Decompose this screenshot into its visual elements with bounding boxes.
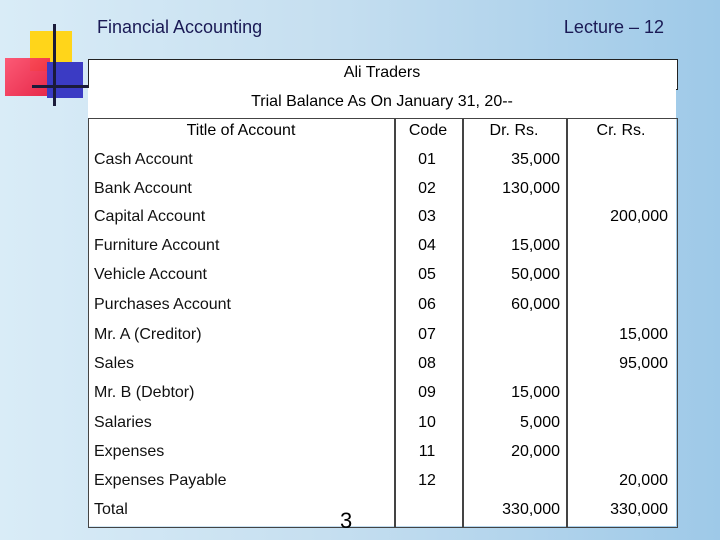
row-dr: 20,000 [511,443,560,460]
row-account: Furniture Account [94,237,220,254]
row-account: Mr. B (Debtor) [94,384,195,401]
row-dr: 130,000 [502,180,560,197]
row-account: Sales [94,355,135,372]
total-label: Total [94,501,128,518]
row-cr: 200,000 [610,208,668,225]
row-code: 02 [418,180,436,197]
row-code: 04 [418,237,436,254]
row-account: Purchases Account [94,296,231,313]
column-header-code: Code [408,122,448,139]
row-cr: 15,000 [619,326,668,343]
logo-vertical-bar [53,24,56,106]
logo-horizontal-bar [32,85,96,88]
logo-red-square [5,58,50,96]
column-header-cr: Cr. Rs. [596,122,646,139]
row-account: Salaries [94,414,152,431]
row-code: 01 [418,151,436,168]
row-dr: 35,000 [511,151,560,168]
row-dr: 60,000 [511,296,560,313]
row-account: Mr. A (Creditor) [94,326,202,343]
cr-column-outline [566,118,678,528]
course-title: Financial Accounting [97,17,263,37]
total-cr: 330,000 [610,501,668,518]
row-code: 05 [418,266,436,283]
row-cr: 95,000 [619,355,668,372]
company-name: Ali Traders [343,64,421,81]
row-code: 07 [418,326,436,343]
row-account: Vehicle Account [94,266,207,283]
row-account: Cash Account [94,151,193,168]
row-dr: 15,000 [511,384,560,401]
row-code: 06 [418,296,436,313]
row-account: Capital Account [94,208,206,225]
row-dr: 15,000 [511,237,560,254]
row-account: Expenses [94,443,165,460]
row-code: 11 [418,443,436,460]
lecture-number: Lecture – 12 [563,17,664,37]
row-code: 09 [418,384,436,401]
column-header-dr: Dr. Rs. [489,122,539,139]
row-cr: 20,000 [619,472,668,489]
row-account: Expenses Payable [94,472,227,489]
row-code: 10 [418,414,436,431]
row-dr: 50,000 [511,266,560,283]
row-account: Bank Account [94,180,192,197]
total-dr: 330,000 [502,501,560,518]
page-number: 3 [340,508,353,533]
column-header-title: Title of Account [186,122,296,139]
trial-balance-subtitle: Trial Balance As On January 31, 20-- [251,93,513,110]
row-code: 03 [418,208,436,225]
row-code: 08 [418,355,436,372]
row-code: 12 [418,472,436,489]
row-dr: 5,000 [519,414,560,431]
